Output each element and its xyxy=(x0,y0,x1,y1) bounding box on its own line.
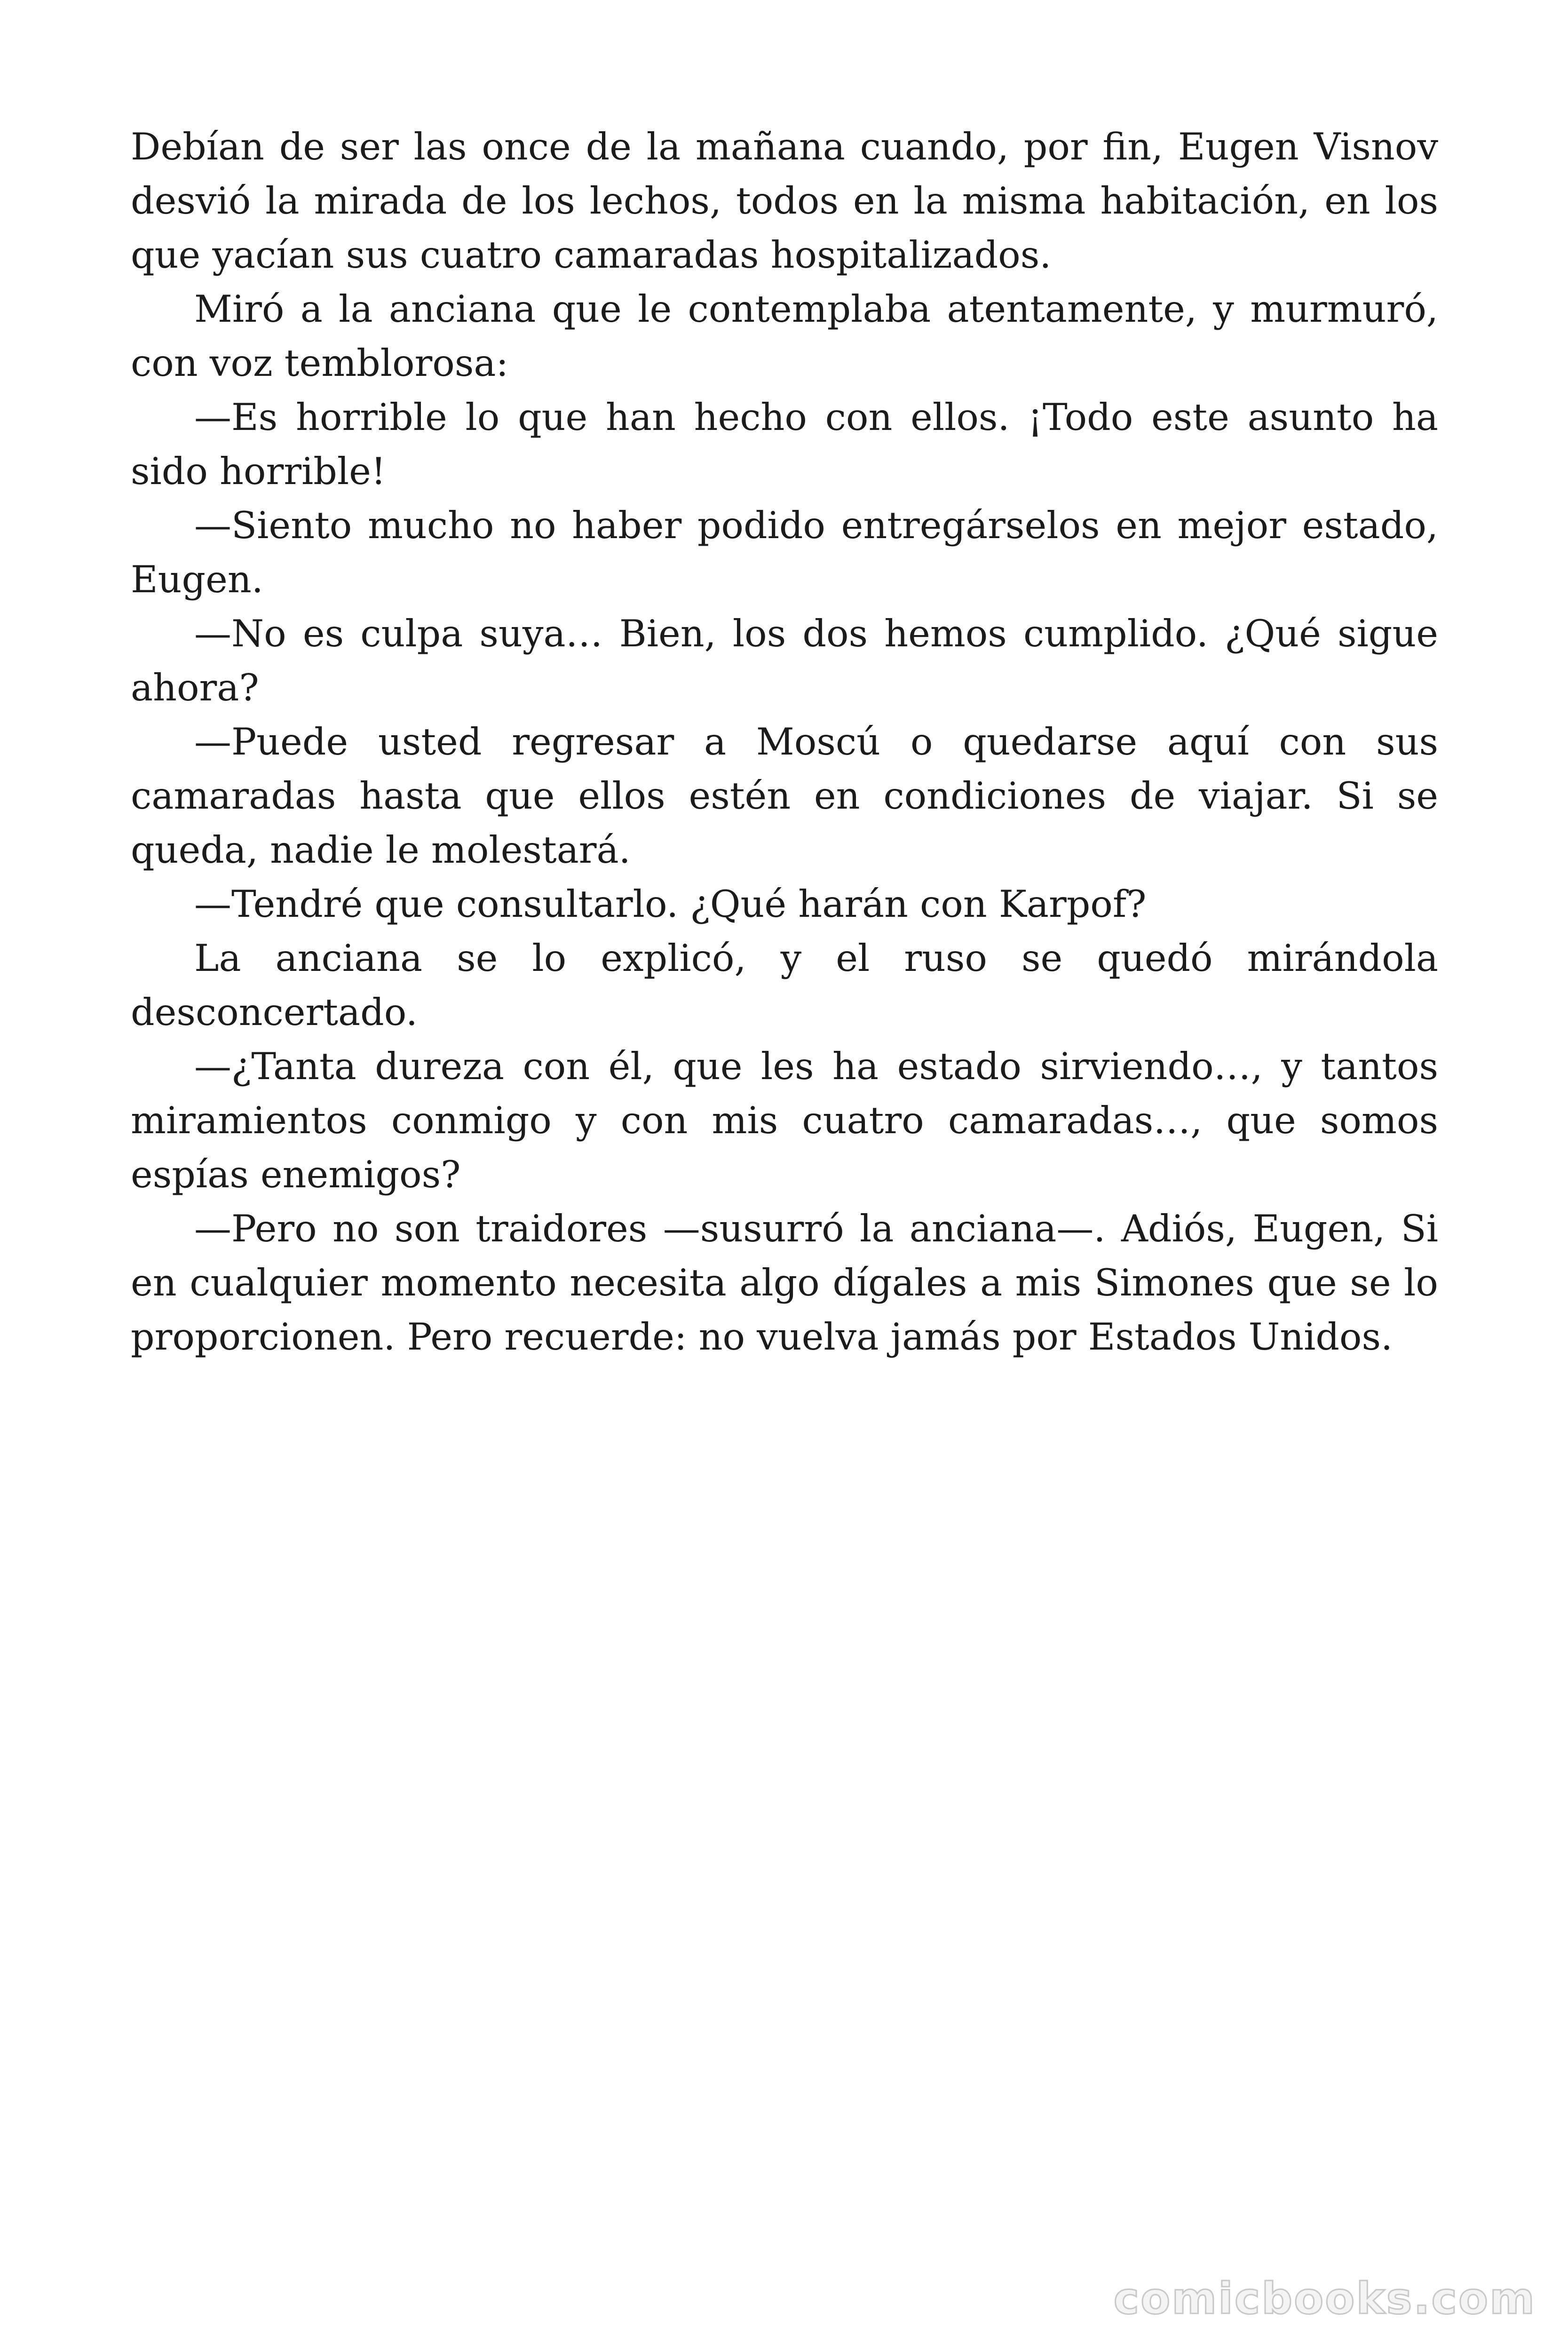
paragraph: —Es horrible lo que han hecho con ellos. ¡Todo este asunto ha sido horrible! xyxy=(131,396,1438,493)
paragraph: Miró a la anciana que le contemplaba atentamente, y murmuró, con voz temblorosa: xyxy=(131,287,1438,385)
paragraph: —¿Tanta dureza con él, que les ha estado sirviendo…, y tantos miramientos conmigo y con mis cuatro camaradas…, que somos espías enemigos? xyxy=(131,1045,1438,1196)
paragraph: —Puede usted regresar a Moscú o quedarse aquí con sus camaradas hasta que ellos estén en condiciones de viajar. Si se queda, nadie le molestará. xyxy=(131,720,1438,872)
paragraph: —Siento mucho no haber podido entregárselos en mejor estado, Eugen. xyxy=(131,504,1438,601)
paragraph: —Tendré que consultarlo. ¿Qué harán con Karpof? xyxy=(194,882,1147,926)
body-text xyxy=(131,120,1438,1364)
watermark: comicbooks.com xyxy=(1113,2273,1536,2324)
paragraph: La anciana se lo explicó, y el ruso se quedó mirándola desconcertado. xyxy=(131,937,1438,1034)
paragraph: —Pero no son traidores —susurró la anciana—. Adiós, Eugen, Si en cualquier momento necesita algo dígales a mis Simones que se lo proporcionen. Pero recuerde: no vuelva jamás por Estados Unidos. xyxy=(131,1207,1438,1359)
paragraph: Debían de ser las once de la mañana cuando, por fin, Eugen Visnov desvió la mirada de los lechos, todos en la misma habitación, en los que yacían sus cuatro camaradas hospitalizados. xyxy=(131,125,1438,277)
paragraph: —No es culpa suya… Bien, los dos hemos cumplido. ¿Qué sigue ahora? xyxy=(131,612,1438,709)
